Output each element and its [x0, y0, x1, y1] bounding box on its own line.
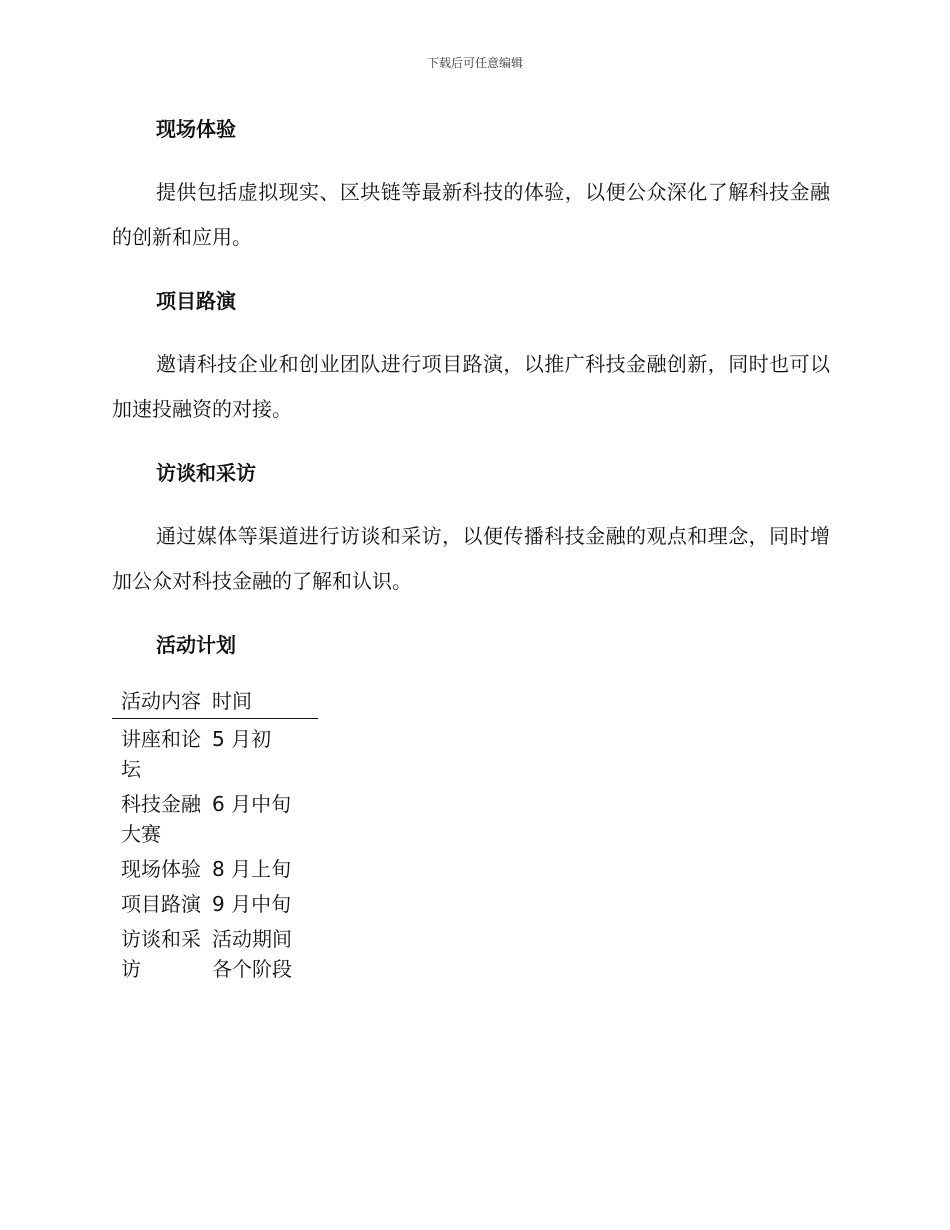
table-row	[112, 719, 318, 786]
section-heading: 访谈和采访	[156, 461, 256, 485]
section-heading: 项目路演	[156, 289, 236, 313]
section-heading: 现场体验	[156, 117, 236, 141]
time-cell: 8 月上旬	[212, 857, 292, 881]
table-header-row	[112, 686, 318, 719]
column-header-time: 时间	[212, 686, 318, 719]
activity-cell: 科技金融大赛	[121, 792, 201, 846]
table-row	[112, 920, 318, 985]
section-paragraph: 通过媒体等渠道进行访谈和采访，以便传播科技金融的观点和理念，同时增加公众对科技金融的了解和认识。	[112, 524, 830, 593]
table-row	[112, 850, 318, 885]
time-cell: 9 月中旬	[212, 892, 292, 916]
activity-cell: 现场体验	[121, 857, 201, 881]
activity-cell: 讲座和论坛	[121, 727, 201, 781]
activity-plan-table	[112, 686, 318, 985]
page-header: 下载后可任意编辑	[426, 56, 523, 70]
document-body	[112, 112, 830, 985]
activity-cell: 访谈和采访	[121, 927, 201, 981]
time-cell: 活动期间各个阶段	[212, 927, 292, 981]
activity-cell: 项目路演	[121, 892, 201, 916]
column-header-activity: 活动内容	[112, 686, 212, 719]
section-paragraph: 邀请科技企业和创业团队进行项目路演，以推广科技金融创新，同时也可以加速投融资的对接。	[112, 352, 830, 421]
table-row	[112, 885, 318, 920]
plan-heading: 活动计划	[156, 633, 236, 657]
time-cell: 6 月中旬	[212, 792, 292, 816]
section-paragraph: 提供包括虚拟现实、区块链等最新科技的体验，以便公众深化了解科技金融的创新和应用。	[112, 180, 830, 249]
time-cell: 5 月初	[212, 727, 272, 751]
table-row	[112, 785, 318, 850]
